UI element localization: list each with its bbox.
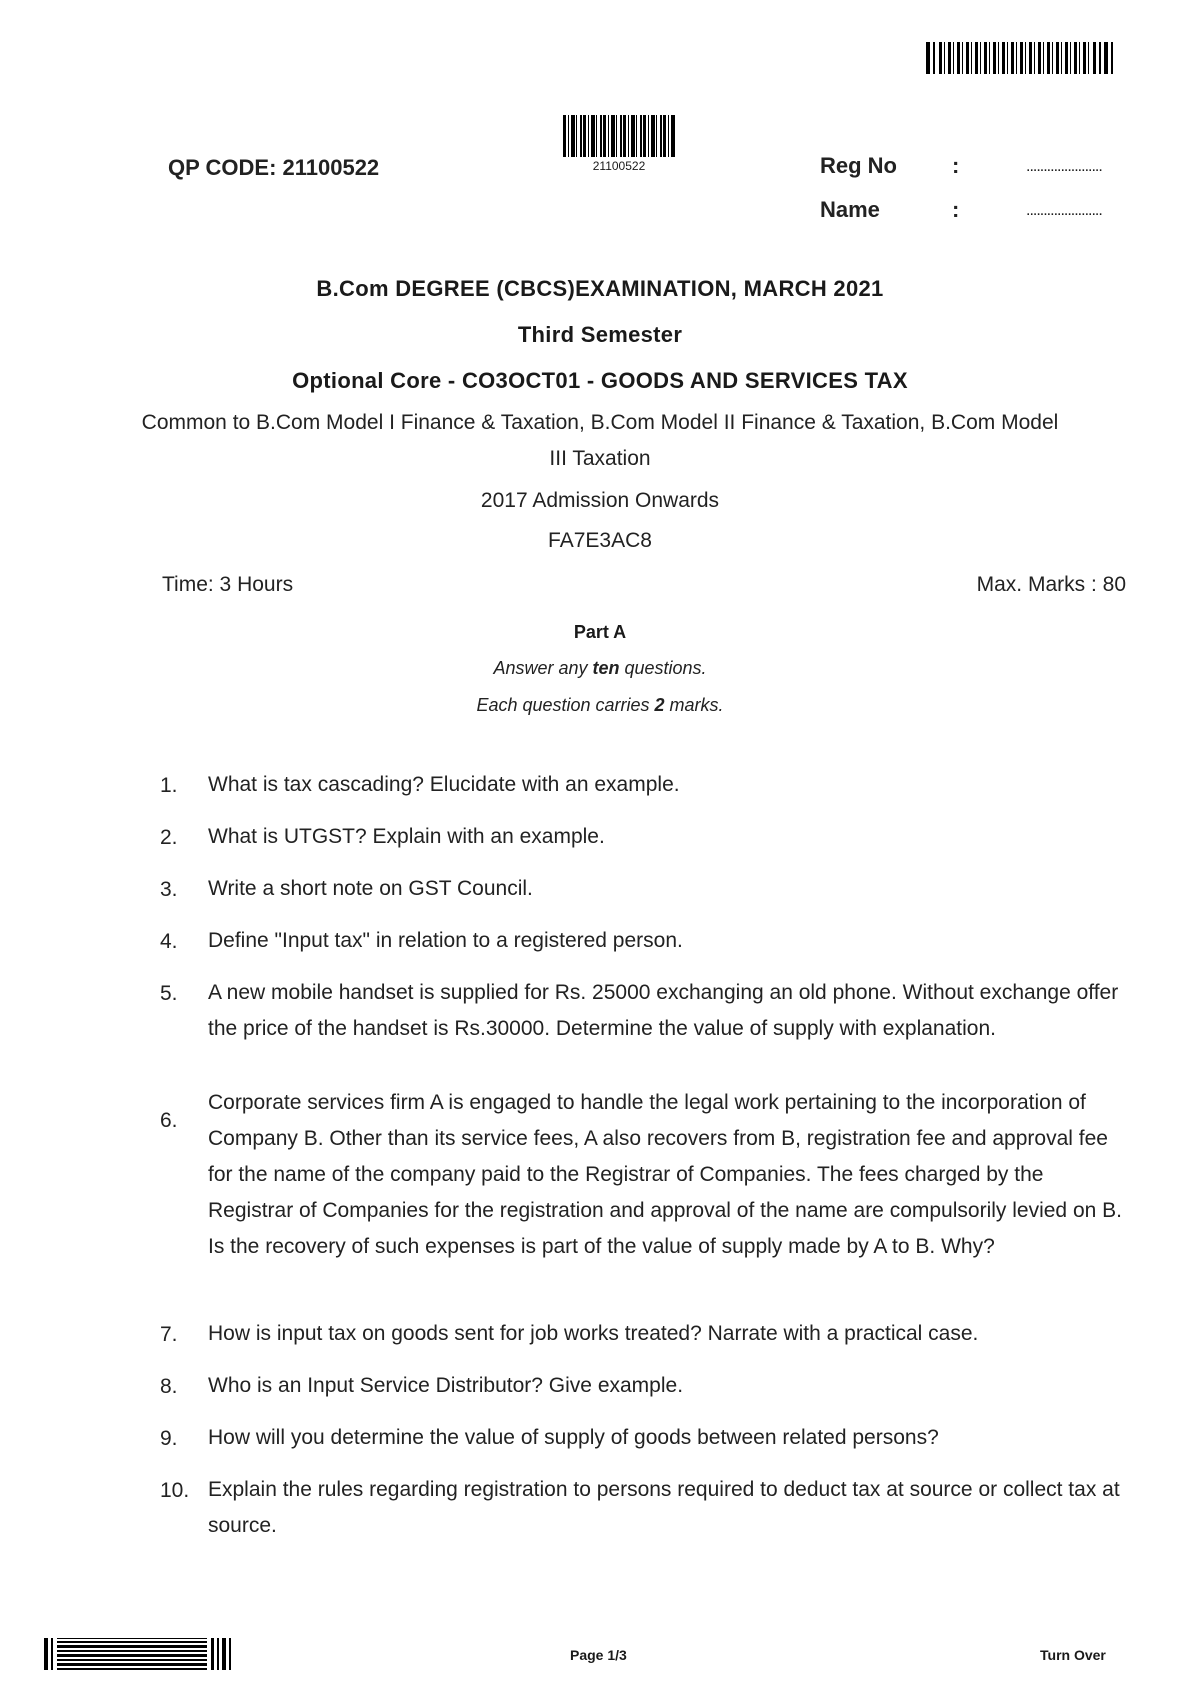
common-to-line-2: III Taxation	[549, 447, 651, 470]
question-number: 1.	[160, 774, 178, 797]
reg-no-label: Reg No	[820, 153, 897, 178]
question-number: 3.	[160, 878, 178, 901]
turn-over: Turn Over	[1040, 1647, 1106, 1663]
instruction-2-pre: Each question carries	[476, 695, 655, 715]
reg-no-colon: :	[952, 153, 960, 178]
top-qr-strip	[926, 42, 1130, 74]
barcode	[563, 115, 675, 157]
question-text: What is UTGST? Explain with an example.	[208, 825, 605, 848]
instruction-2-post: marks.	[664, 695, 724, 715]
part-a-instruction-1	[0, 658, 1200, 679]
question-text: How is input tax on goods sent for job works treated? Narrate with a practical case.	[208, 1322, 979, 1345]
time: Time: 3 Hours	[162, 573, 294, 596]
question-number: 5.	[160, 982, 178, 1005]
semester: Third Semester	[517, 322, 683, 347]
question-text: Write a short note on GST Council.	[208, 877, 533, 900]
name-colon: :	[952, 197, 960, 222]
question-number: 7.	[160, 1323, 178, 1346]
course-title: Optional Core - CO3OCT01 - GOODS AND SERVICES TAX	[292, 368, 908, 393]
question-text: Define "Input tax" in relation to a registered person.	[208, 929, 683, 952]
question-number: 9.	[160, 1427, 178, 1450]
admission: 2017 Admission Onwards	[480, 489, 720, 512]
question-number: 10.	[160, 1479, 190, 1502]
reg-no-field[interactable]: ......................	[1026, 158, 1102, 175]
question-text: Who is an Input Service Distributor? Give example.	[208, 1374, 684, 1397]
page-number: Page 1/3	[570, 1647, 627, 1663]
part-a-heading: Part A	[573, 622, 627, 642]
part-a-instruction-2	[0, 695, 1200, 716]
question-number: 8.	[160, 1375, 178, 1398]
bottom-qr-strip	[44, 1638, 244, 1670]
question-text: How will you determine the value of supply of goods between related persons?	[208, 1426, 939, 1449]
paper-code: FA7E3AC8	[548, 529, 652, 552]
max-marks: Max. Marks : 80	[976, 573, 1126, 596]
question-number: 4.	[160, 930, 178, 953]
name-field[interactable]: ......................	[1026, 202, 1102, 219]
instruction-1-bold: ten	[592, 658, 620, 678]
question-text: Explain the rules regarding registration to persons required to deduct tax at source or collect tax at source.	[208, 1478, 1120, 1537]
instruction-1-post: questions.	[619, 658, 707, 678]
instruction-1-pre: Answer any	[493, 658, 593, 678]
exam-title: B.Com DEGREE (CBCS)EXAMINATION, MARCH 2021	[316, 276, 884, 301]
question-text: A new mobile handset is supplied for Rs. 25000 exchanging an old phone. Without exchange offer the price of the handset is Rs.30000. Determine the value of supply with explanation.	[208, 981, 1119, 1040]
instruction-2-bold: 2	[654, 695, 665, 715]
question-text: Corporate services firm A is engaged to handle the legal work pertaining to the incorporation of Company B. Other than its service fees, A also recovers from B, registration fee and approval fee for the name of the company paid to the Registrar of Companies. The fees charged by the Registrar of Companies for the registration and approval of the name are compulsorily levied on B. Is the recovery of such expenses is part of the value of supply made by A to B. Why?	[208, 1091, 1122, 1258]
name-label: Name	[820, 197, 880, 222]
question-text: What is tax cascading? Elucidate with an example.	[208, 773, 680, 796]
barcode-number: 21100522	[592, 159, 646, 173]
common-to-line-1: Common to B.Com Model I Finance & Taxation, B.Com Model II Finance & Taxation, B.Com Model	[141, 411, 1059, 434]
question-number: 2.	[160, 826, 178, 849]
qp-code: QP CODE: 21100522	[168, 155, 380, 180]
question-number: 6.	[160, 1109, 178, 1132]
